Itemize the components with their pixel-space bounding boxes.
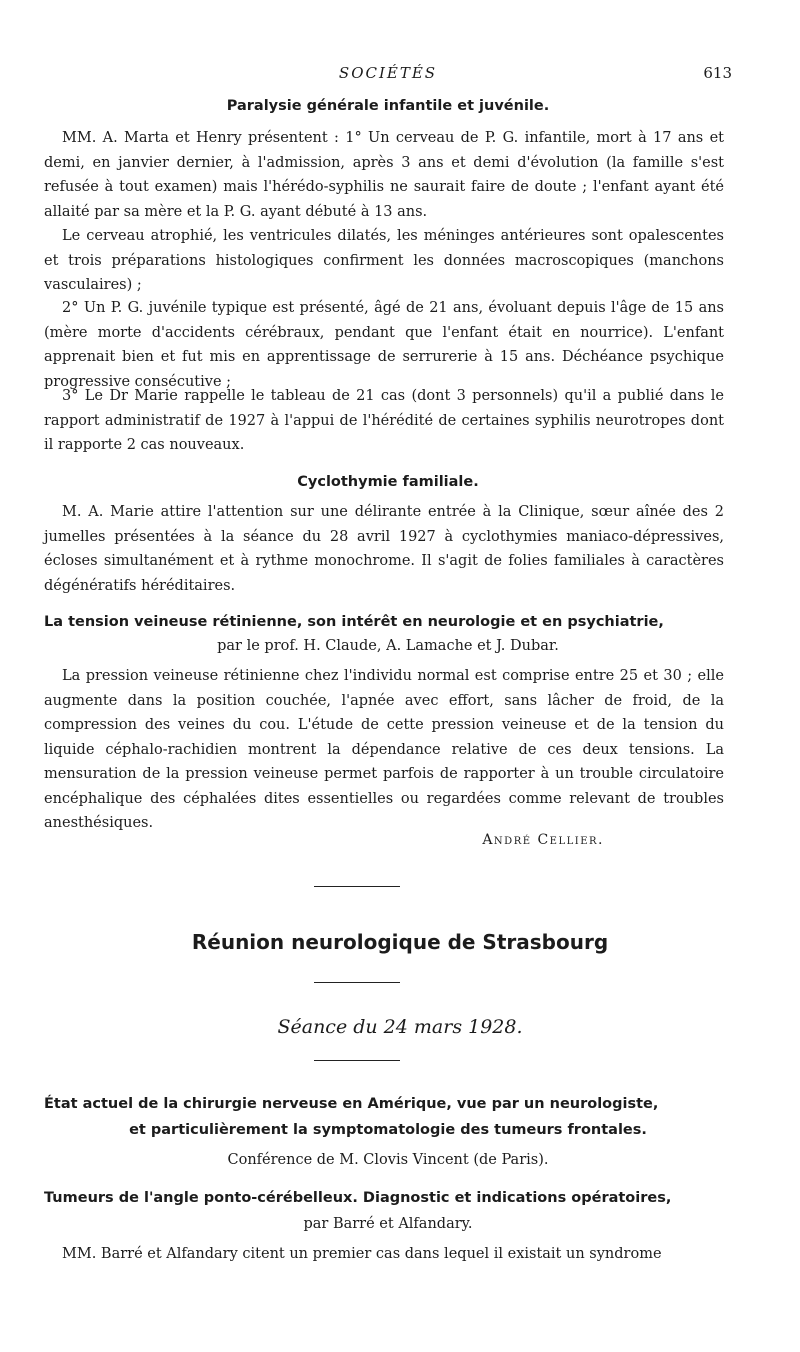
signature: André Cellier. [482,832,604,848]
byline-etat: Conférence de M. Clovis Vincent (de Paris). [227,1152,549,1168]
page-number: 613 [703,64,732,82]
paragraph-paralysie-1: MM. A. Marta et Henry présentent : 1° Un cerveau de P. G. infantile, mort à 17 ans et demi, en janvier dernier, à l'admission, après 3 ans et demi d'évolution (la famille s'est refusée à tout examen) mais l'hérédo-syphilis ne saurait faire de doute ; l'enfant ayant été allaité par sa mère et la P. G. ayant débuté à 13 ans. [44,130,724,220]
session-date: Séance du 24 mars 1928. [277,1016,523,1038]
divider-rule-3 [314,1060,400,1061]
running-title: SOCIÉTÉS [338,64,438,82]
byline-tumeurs: par Barré et Alfandary. [303,1216,473,1232]
paragraph-paralysie-2: Le cerveau atrophié, les ventricules dilatés, les méninges antérieures sont opalescentes et trois préparations histologiques confirment les données macroscopiques (manchons vasculaires) ; [44,228,724,293]
paragraph-paralysie-3: 2° Un P. G. juvénile typique est présenté, âgé de 21 ans, évoluant depuis l'âge de 15 ans (mère morte d'accidents cérébraux, pendant que l'enfant était en nourrice). L'enfant apprenait bien et fut mis en apprentissage de serrurerie à 15 ans. Déchéance psychique progressive consécutive ; [44,300,724,390]
paragraph-paralysie-4: 3° Le Dr Marie rappelle le tableau de 21 cas (dont 3 personnels) qu'il a publié dans le rapport administratif de 1927 à l'appui de l'hérédité de certaines syphilis neurotropes dont il rapporte 2 cas nouveaux. [44,388,724,453]
paragraph-cyclothymie: M. A. Marie attire l'attention sur une délirante entrée à la Clinique, sœur aînée des 2 jumelles présentées à la séance du 28 avril 1927 à cyclothymies maniaco-dépressives, écloses simultanément et à rythme monochrome. Il s'agit de folies familiales à caractères dégénératifs héréditaires. [44,504,724,594]
section-heading-etat-line2: et particulièrement la symptomatologie des tumeurs frontales. [129,1122,647,1138]
section-title-strasbourg: Réunion neurologique de Strasbourg [191,930,609,954]
section-heading-tension: La tension veineuse rétinienne, son intérêt en neurologie et en psychiatrie, [44,614,664,630]
byline-tension: par le prof. H. Claude, A. Lamache et J. Dubar. [217,638,559,654]
paragraph-tumeurs: MM. Barré et Alfandary citent un premier cas dans lequel il existait un syndrome [62,1246,662,1262]
section-heading-tumeurs: Tumeurs de l'angle ponto-cérébelleux. Diagnostic et indications opératoires, [44,1190,672,1206]
section-heading-paralysie: Paralysie générale infantile et juvénile. [226,98,550,114]
divider-rule-1 [314,886,400,887]
running-head [44,62,732,86]
section-heading-etat-line1: État actuel de la chirurgie nerveuse en Amérique, vue par un neurologiste, [44,1096,659,1112]
section-heading-cyclothymie: Cyclothymie familiale. [297,474,479,490]
paragraph-tension: La pression veineuse rétinienne chez l'individu normal est comprise entre 25 et 30 ; elle augmente dans la position couchée, l'apnée avec effort, sans lâcher de froid, de la compression des veines du cou. L'étude de cette pression veineuse et de la tension du liquide céphalo-rachidien montrent la dépendance relative de ces deux tensions. La mensuration de la pression veineuse permet parfois de rapporter à un trouble circulatoire encéphalique des céphalées dites essentielles ou regardées comme relevant de troubles anesthésiques. [44,668,724,831]
divider-rule-2 [314,982,400,983]
